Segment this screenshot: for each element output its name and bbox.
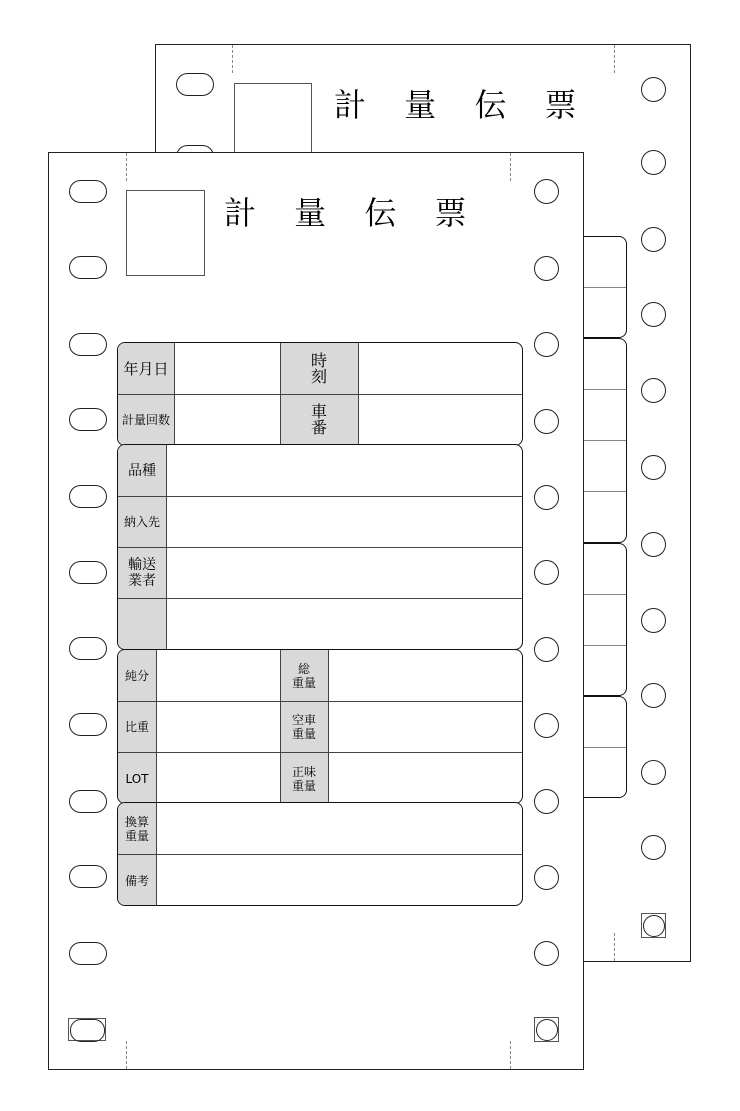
feed-hole-icon	[69, 256, 107, 279]
destination-label: 納入先	[118, 496, 166, 547]
back-form-group-edge	[584, 338, 627, 543]
blank-label-cell	[118, 598, 166, 650]
perforation-line	[510, 153, 511, 181]
perforation-line	[510, 1041, 511, 1069]
feed-hole-icon	[641, 150, 666, 175]
tare-weight-label: 空車 重量	[280, 701, 328, 752]
converted-weight-label: 換算 重量	[118, 803, 156, 854]
time-label: 時 刻	[280, 343, 358, 394]
feed-hole-icon	[641, 455, 666, 480]
feed-hole-icon	[68, 1018, 106, 1041]
weighing-count-label: 計量回数	[118, 394, 174, 445]
feed-hole-icon	[641, 608, 666, 633]
feed-hole-icon	[641, 913, 666, 938]
goods-info-table	[117, 444, 523, 650]
feed-hole-icon	[534, 865, 559, 890]
feed-hole-icon	[534, 1017, 559, 1042]
weight-info-table	[117, 649, 523, 804]
feed-hole-icon	[534, 485, 559, 510]
feed-hole-icon	[641, 77, 666, 102]
feed-hole-icon	[69, 408, 107, 431]
feed-hole-icon	[534, 637, 559, 662]
date-label: 年月日	[118, 343, 174, 394]
feed-hole-icon	[534, 789, 559, 814]
feed-hole-icon	[69, 942, 107, 965]
feed-hole-icon	[641, 760, 666, 785]
feed-hole-icon	[69, 333, 107, 356]
feed-hole-icon	[534, 941, 559, 966]
perforation-line	[614, 45, 615, 73]
vehicle-number-label: 車 番	[280, 394, 358, 445]
perforation-line	[126, 153, 127, 181]
back-form-group-edge	[584, 236, 627, 338]
header-info-table	[117, 342, 523, 446]
carrier-label: 輸送 業者	[118, 547, 166, 598]
feed-hole-icon	[69, 713, 107, 736]
feed-hole-icon	[534, 256, 559, 281]
feed-hole-icon	[534, 179, 559, 204]
back-form-title: 計 量 伝 票	[334, 86, 591, 124]
feed-hole-icon	[69, 180, 107, 203]
feed-hole-icon	[69, 790, 107, 813]
lot-label: LOT	[118, 752, 156, 804]
feed-hole-icon	[534, 332, 559, 357]
feed-hole-icon	[641, 683, 666, 708]
feed-hole-icon	[641, 532, 666, 557]
perforation-line	[232, 45, 233, 73]
feed-hole-icon	[534, 560, 559, 585]
feed-hole-icon	[69, 637, 107, 660]
feed-hole-icon	[641, 378, 666, 403]
feed-hole-icon	[69, 561, 107, 584]
net-weight-label: 正味 重量	[280, 752, 328, 804]
product-type-label: 品種	[118, 445, 166, 496]
stamp-box	[126, 190, 205, 276]
specific-gravity-label: 比重	[118, 701, 156, 752]
notes-info-table	[117, 802, 523, 906]
feed-hole-icon	[534, 409, 559, 434]
perforation-line	[614, 933, 615, 961]
gross-weight-label: 総 重量	[280, 650, 328, 701]
feed-hole-icon	[69, 485, 107, 508]
remarks-label: 備考	[118, 854, 156, 906]
purity-label: 純分	[118, 650, 156, 701]
form-title: 計 量 伝 票	[224, 194, 481, 232]
feed-hole-icon	[641, 835, 666, 860]
feed-hole-icon	[534, 713, 559, 738]
feed-hole-icon	[641, 227, 666, 252]
back-form-group-edge	[584, 696, 627, 798]
front-slip-sheet	[48, 152, 584, 1070]
feed-hole-icon	[69, 865, 107, 888]
back-form-group-edge	[584, 543, 627, 696]
feed-hole-icon	[641, 302, 666, 327]
feed-hole-icon	[176, 73, 214, 96]
perforation-line	[126, 1041, 127, 1069]
